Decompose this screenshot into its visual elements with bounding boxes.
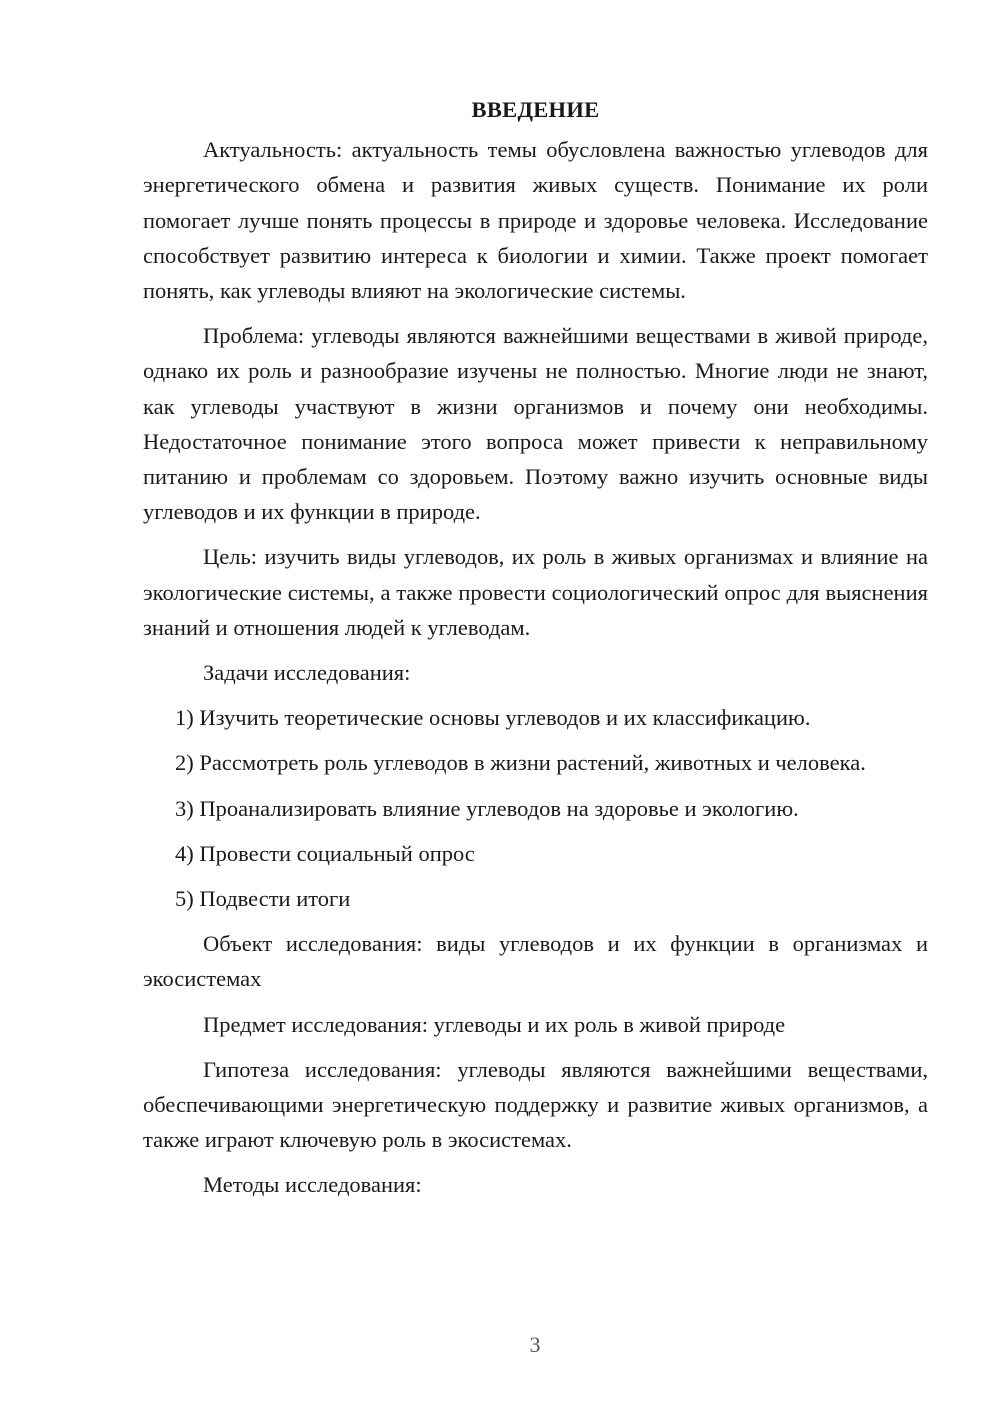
task-item-4: 4) Провести социальный опрос <box>175 840 475 866</box>
goal-paragraph: Цель: изучить виды углеводов, их роль в живых организмах и влияние на экологические системы, а также провести социологический опрос для выяснения знаний и отношения людей к углеводам. <box>143 544 928 640</box>
section-title: ВВЕДЕНИЕ <box>471 97 600 122</box>
object-paragraph: Объект исследования: виды углеводов и их функции в организмах и экосистемах <box>143 931 928 992</box>
page-content <box>143 92 928 1213</box>
task-item-2: 2) Рассмотреть роль углеводов в жизни растений, животных и человека. <box>175 750 866 776</box>
hypothesis-paragraph: Гипотеза исследования: углеводы являются важнейшими веществами, обеспечивающими энергетическую поддержку и развитие живых организмов, а также играют ключевую роль в экосистемах. <box>143 1056 928 1153</box>
subject-paragraph: Предмет исследования: углеводы и их роль в живой природе <box>203 1011 786 1037</box>
task-item-3: 3) Проанализировать влияние углеводов на здоровье и экологию. <box>175 795 799 821</box>
task-item-1: 1) Изучить теоретические основы углеводов и их классификацию. <box>175 705 811 731</box>
methods-label: Методы исследования: <box>203 1172 422 1198</box>
page-number: 3 <box>529 1332 541 1357</box>
relevance-paragraph: Актуальность: актуальность темы обусловлена важностью углеводов для энергетического обмена и развития живых существ. Понимание их роли помогает лучше понять процессы в природе и здоровье человека. Исследование способствует развитию интереса к биологии и химии. Также проект помогает понять, как углеводы влияют на экологические системы. <box>143 137 928 304</box>
task-item-5: 5) Подвести итоги <box>175 886 351 912</box>
problem-paragraph: Проблема: углеводы являются важнейшими веществами в живой природе, однако их роль и разнообразие изучены не полностью. Многие люди не знают, как углеводы участвуют в жизни организмов и почему они необходимы. Недостаточное понимание этого вопроса может привести к неправильному питанию и проблемам со здоровьем. Поэтому важно изучить основные виды углеводов и их функции в природе. <box>143 323 928 525</box>
tasks-label: Задачи исследования: <box>203 660 411 686</box>
